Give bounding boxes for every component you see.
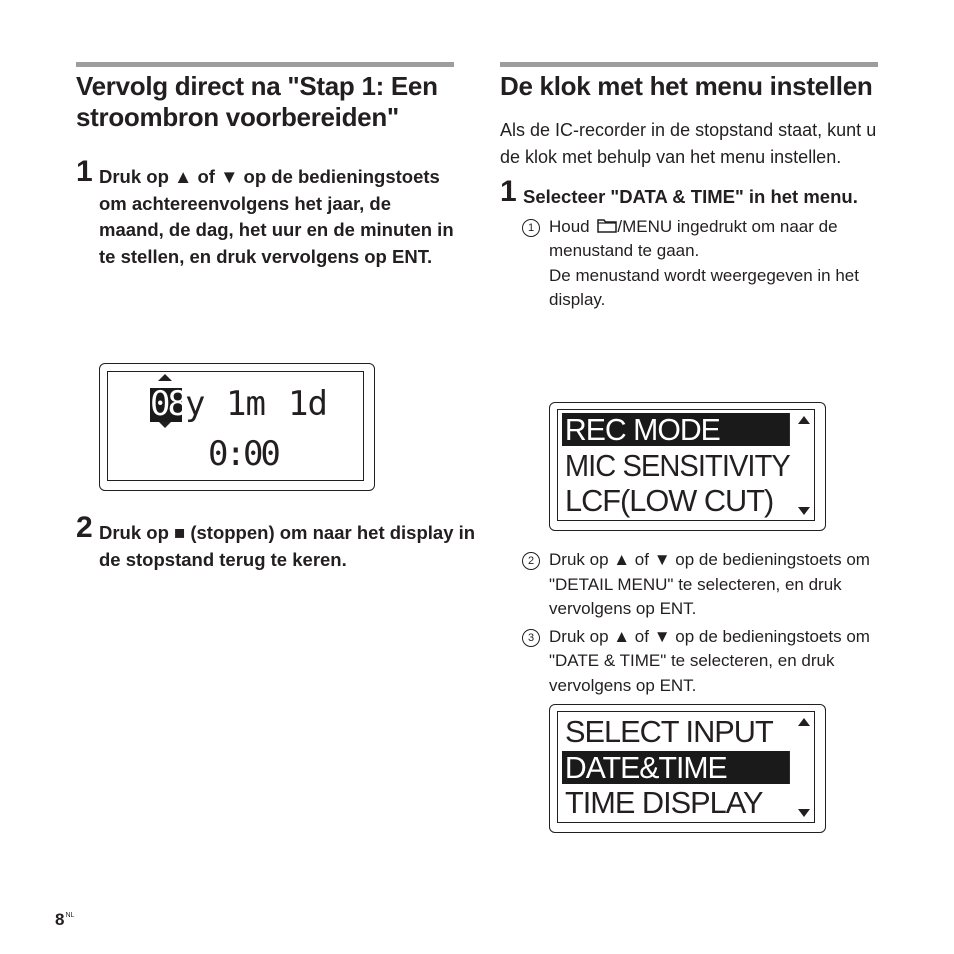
menu-item: TIME DISPLAY xyxy=(564,785,763,820)
section-heading: Vervolg direct na "Stap 1: Een stroombron voorbereiden" xyxy=(76,71,438,132)
page-number xyxy=(55,910,74,930)
step-number: 1 xyxy=(500,175,517,208)
substep-3 xyxy=(500,625,880,699)
menu-item-selected: DATE&TIME xyxy=(562,751,790,784)
section-heading: De klok met het menu instellen xyxy=(500,71,873,101)
right-column xyxy=(500,62,878,313)
year-unit: y xyxy=(185,384,205,424)
step-text: Druk op ■ (stoppen) om naar het display in de stopstand terug te keren. xyxy=(99,522,476,570)
menu-display-1 xyxy=(549,402,826,531)
month-value: 1m xyxy=(226,384,265,424)
page-language: NL xyxy=(65,912,75,919)
year-value: 08 xyxy=(150,384,185,424)
step-2 xyxy=(76,511,477,573)
menu-item: MIC SENSITIVITY xyxy=(564,448,790,483)
substep-text-a: Houd xyxy=(549,216,590,236)
step-1 xyxy=(76,155,454,270)
step-1 xyxy=(500,175,878,211)
scroll-down-icon xyxy=(798,808,810,818)
day-value: 1d xyxy=(288,384,327,424)
section-rule xyxy=(500,62,878,67)
step-text: Selecteer "DATA & TIME" in het menu. xyxy=(523,186,858,207)
time-value: 0:00 xyxy=(208,434,278,474)
intro-paragraph: Als de IC-recorder in de stopstand staat, kunt u de klok met behulp van het menu instellen. xyxy=(500,120,877,167)
menu-item: SELECT INPUT xyxy=(564,714,773,749)
left-column xyxy=(76,62,454,270)
substeps-2-3 xyxy=(500,548,880,698)
substep-text: Druk op ▲ of ▼ op de bedieningstoets om "DETAIL MENU" te selecteren, en druk vervolgens op ENT. xyxy=(549,550,870,618)
step-number: 2 xyxy=(76,511,93,544)
substep-text-b: /MENU ingedrukt om naar de menustand te gaan. xyxy=(549,216,838,260)
substep-text: Druk op ▲ of ▼ op de bedieningstoets om "DATE & TIME" te selecteren, en druk vervolgens op ENT. xyxy=(549,626,870,695)
scroll-down-icon xyxy=(798,506,810,516)
scroll-up-icon xyxy=(798,717,810,727)
step-text: Druk op ▲ of ▼ op de bedieningstoets om achtereenvolgens het jaar, de maand, de dag, het uur en de minuten in te stellen, en druk vervolgens op ENT. xyxy=(99,166,454,267)
lcd-display xyxy=(99,363,375,491)
menu-item: LCF(LOW CUT) xyxy=(564,483,774,518)
lcd-screen xyxy=(107,371,364,481)
folder-icon xyxy=(597,218,617,233)
substep-1 xyxy=(500,215,878,313)
menu-display-2 xyxy=(549,704,826,833)
substep-text-c: De menustand wordt weergegeven in het display. xyxy=(549,265,859,309)
substep-2 xyxy=(500,548,880,622)
menu-screen xyxy=(557,711,815,823)
step-number: 1 xyxy=(76,155,93,188)
section-rule xyxy=(76,62,454,67)
menu-screen xyxy=(557,409,815,521)
page-number-value: 8 xyxy=(55,910,65,929)
substep-number: 2 xyxy=(522,552,540,570)
substep-number: 3 xyxy=(522,629,540,647)
substep-number: 1 xyxy=(522,219,540,237)
scroll-up-icon xyxy=(798,415,810,425)
menu-item-selected: REC MODE xyxy=(562,413,790,446)
